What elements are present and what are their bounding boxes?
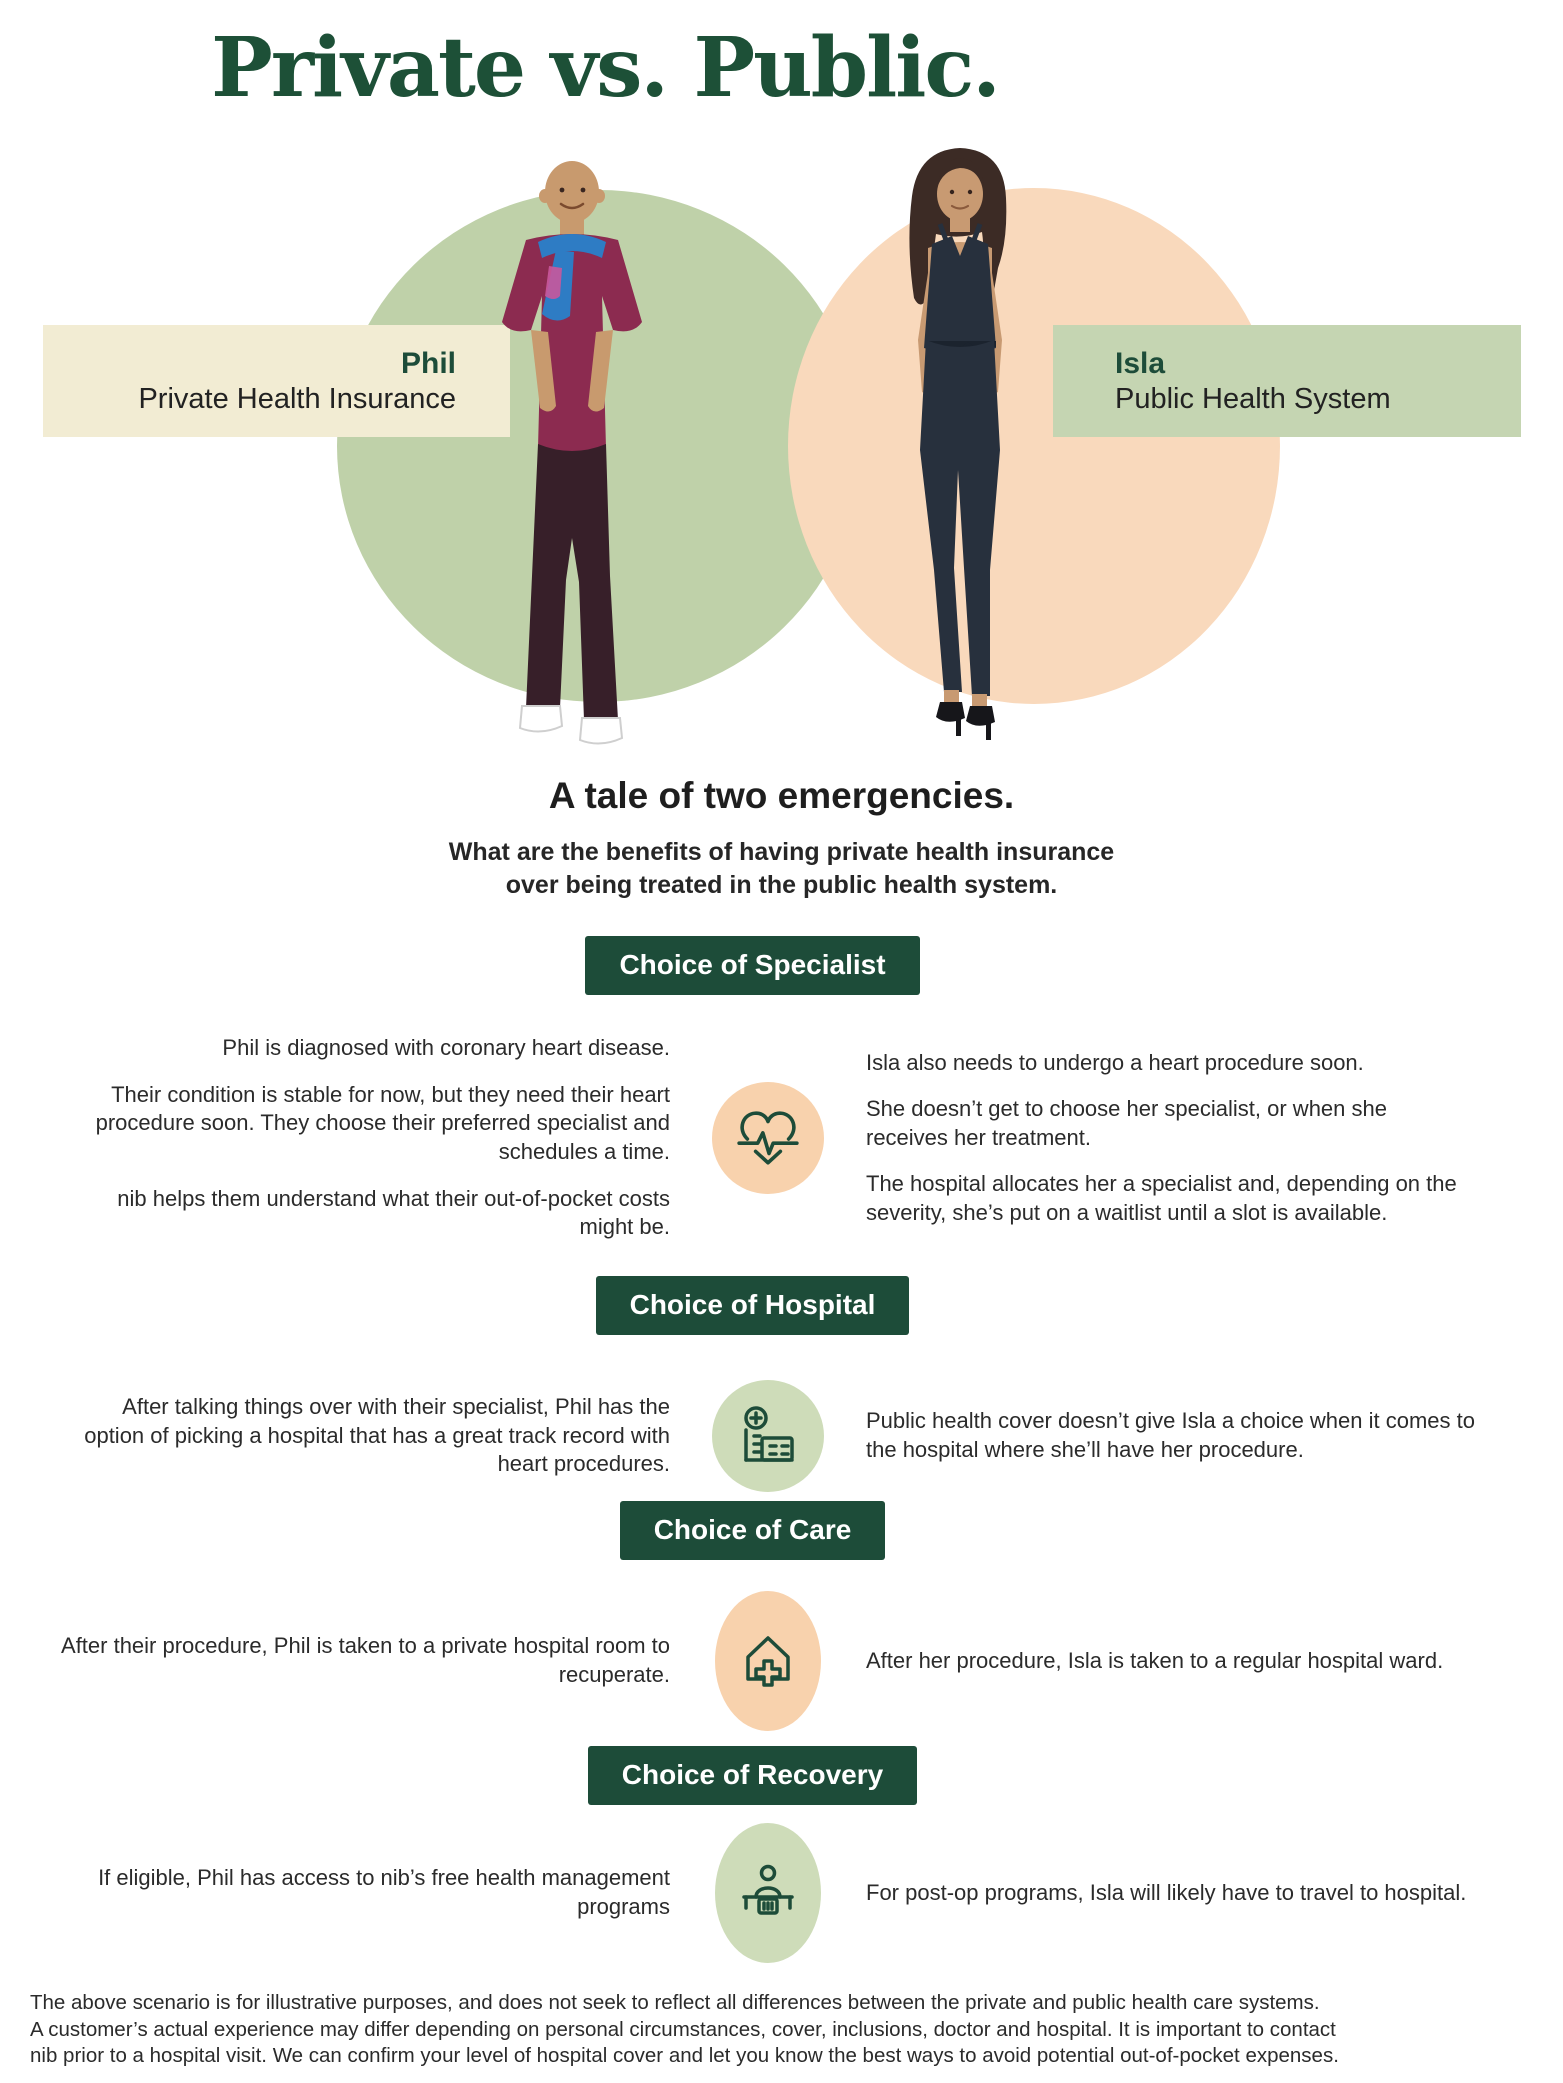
section-heading-hospital-row <box>0 1276 1505 1335</box>
phil-paragraph: Phil is diagnosed with coronary heart disease. <box>222 1035 670 1061</box>
hospital-phil-column <box>58 1393 670 1479</box>
home-cross-icon <box>715 1591 821 1731</box>
isla-photo <box>848 140 1072 748</box>
isla-paragraph: For post-op programs, Isla will likely have to travel to hospital. <box>866 1879 1467 1905</box>
section-specialist <box>58 1028 1475 1248</box>
isla-paragraph: Isla also needs to undergo a heart procedure soon. <box>866 1049 1364 1075</box>
care-icon-wrap <box>715 1591 821 1731</box>
isla-label-band <box>1053 325 1521 437</box>
disclaimer-line: A customer’s actual experience may differ depending on personal circumstances, cover, inclusions, doctor and hospital. It is important to contact <box>30 2017 1336 2041</box>
isla-paragraph: Public health cover doesn’t give Isla a choice when it comes to the hospital where she’ll have her procedure. <box>866 1408 1475 1462</box>
section-heading-specialist-row <box>0 936 1505 995</box>
section-heading-recovery: Choice of Recovery <box>588 1746 917 1805</box>
phil-name: Phil <box>400 346 456 380</box>
recovery-phil-column <box>58 1864 670 1921</box>
section-heading-care: Choice of Care <box>620 1501 886 1560</box>
section-heading-hospital: Choice of Hospital <box>596 1276 910 1335</box>
isla-name: Isla <box>1115 346 1166 380</box>
phil-paragraph: After their procedure, Phil is taken to a private hospital room to recuperate. <box>61 1633 670 1687</box>
isla-system-label: Public Health System <box>1115 382 1391 415</box>
phil-paragraph: If eligible, Phil has access to nib’s free health management programs <box>98 1865 670 1919</box>
tale-heading: A tale of two emergencies. <box>548 775 1015 816</box>
telehealth-icon <box>715 1823 821 1963</box>
specialist-icon-wrap <box>712 1082 824 1194</box>
isla-paragraph: After her procedure, Isla is taken to a regular hospital ward. <box>866 1647 1444 1673</box>
phil-paragraph: Their condition is stable for now, but they need their heart procedure soon. They choose their preferred specialist and schedules a time. <box>95 1081 670 1164</box>
section-heading-care-row <box>0 1501 1505 1560</box>
recovery-isla-column <box>866 1879 1475 1908</box>
hospital-icon <box>712 1380 824 1492</box>
phil-system-label: Private Health Insurance <box>138 382 456 415</box>
tale-subtitle-line1: What are the benefits of having private health insurance <box>448 838 1115 866</box>
disclaimer <box>30 1990 1550 2070</box>
specialist-isla-column <box>866 1049 1475 1228</box>
section-hospital <box>58 1378 1475 1494</box>
phil-paragraph: After talking things over with their specialist, Phil has the option of picking a hospital that has a great track record with heart procedures. <box>84 1394 670 1477</box>
hospital-icon-wrap <box>712 1380 824 1492</box>
disclaimer-line: The above scenario is for illustrative purposes, and does not seek to reflect all differences between the private and public health care systems. <box>30 1991 1320 2014</box>
disclaimer-line: nib prior to a hospital visit. We can confirm your level of hospital cover and let you know the best ways to avoid potential out-of-pocket expenses. <box>30 2044 1339 2068</box>
section-care <box>58 1590 1475 1732</box>
page-title: Private vs. Public. <box>211 20 999 116</box>
tale-subtitle-line2: over being treated in the public health system. <box>505 871 1058 899</box>
section-heading-recovery-row <box>0 1746 1505 1805</box>
section-recovery <box>58 1820 1475 1966</box>
phil-paragraph: nib helps them understand what their out-of-pocket costs might be. <box>117 1185 670 1240</box>
hospital-isla-column <box>866 1407 1475 1464</box>
care-phil-column <box>58 1632 670 1689</box>
isla-paragraph: She doesn’t get to choose her specialist, or when she receives her treatment. <box>866 1096 1387 1150</box>
specialist-phil-column <box>58 1034 670 1242</box>
phil-label-band <box>43 325 510 437</box>
recovery-icon-wrap <box>715 1823 821 1963</box>
isla-paragraph: The hospital allocates her a specialist and, depending on the severity, she’s put on a waitlist until a slot is available. <box>866 1171 1457 1225</box>
heart-pulse-icon <box>712 1082 824 1194</box>
phil-photo <box>452 146 692 750</box>
section-heading-specialist: Choice of Specialist <box>585 936 919 995</box>
care-isla-column <box>866 1647 1475 1676</box>
